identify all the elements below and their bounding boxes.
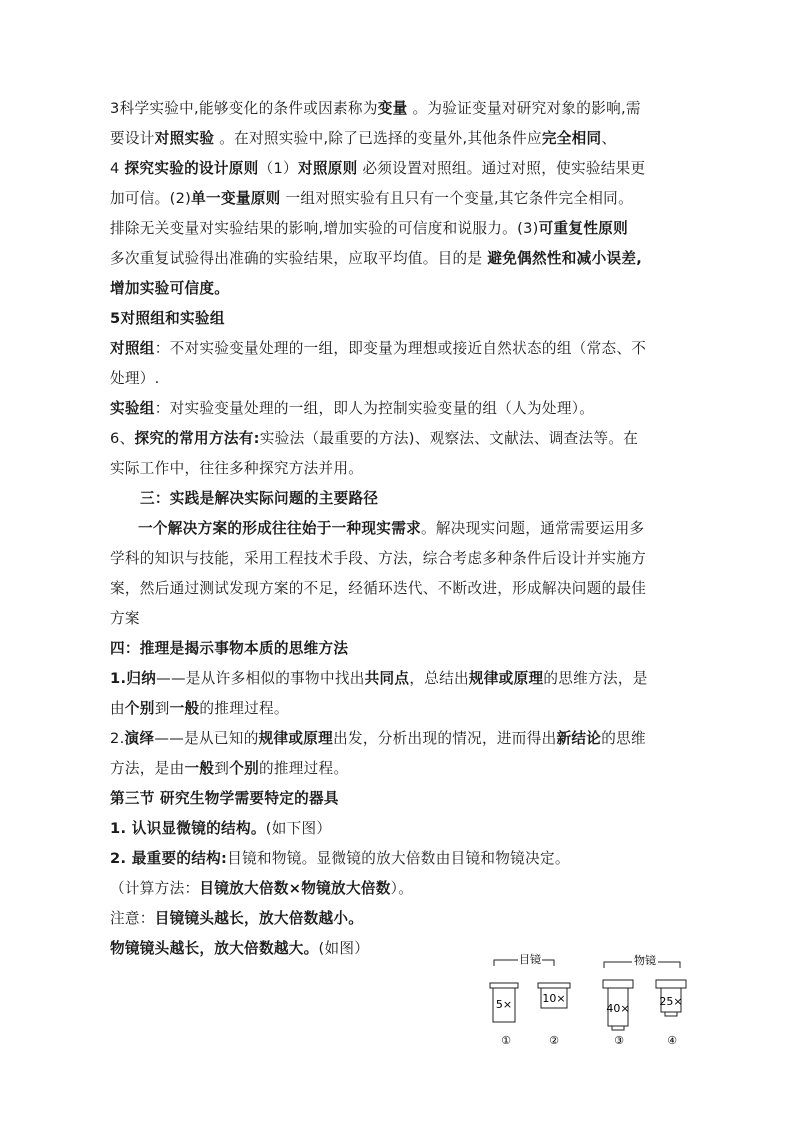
text: 学科的知识与技能，采用工程技术手段、方法，综合考虑多种条件后设计并实施方 [110, 550, 647, 567]
paragraph-line [110, 454, 690, 484]
bold-term: 最重要的结构: [131, 850, 228, 867]
bold-term: 规律或原理 [468, 670, 544, 687]
text: ：不对实验变量处理的一组，即变量为理想或接近自然状态的组（常态、不 [154, 340, 647, 357]
bold-term: 个别 [229, 760, 259, 777]
text: 一组对照实验有且只有一个变量,其它条件完全相同。 [280, 190, 633, 207]
text: 的思维方法，是 [543, 670, 648, 687]
text: 排除无关变量对实验结果的影响,增加实验的可信度和说服力。(3) [110, 220, 539, 237]
paragraph-calculation [110, 874, 690, 904]
text: 注意： [110, 910, 155, 927]
bold-term: 目镜放大倍数×物镜放大倍数 [199, 880, 391, 897]
bold-term: 完全相同 [541, 130, 602, 147]
document-body [110, 94, 690, 964]
number-1: ① [501, 1034, 511, 1047]
text: 由 [110, 700, 125, 717]
bold-term: 一般 [169, 700, 200, 717]
text: （1） [258, 160, 298, 177]
bold-term: 对照原则 [297, 160, 358, 177]
paragraph-structure [110, 814, 690, 844]
paragraph-line [110, 604, 690, 634]
text: ——是从许多相似的事物中找出 [156, 670, 365, 687]
lens-figure [488, 952, 688, 1052]
bold-term: 可重复性原则 [538, 220, 629, 237]
paragraph-variable [110, 94, 690, 124]
text: ）。 [390, 880, 414, 897]
bold-term: 一般 [184, 760, 215, 777]
section-heading-microscope [110, 784, 690, 814]
text: 方案 [110, 610, 140, 627]
section-heading-reasoning [110, 634, 690, 664]
heading-text: 四：推理是揭示事物本质的思维方法 [110, 640, 349, 657]
text: 2. [110, 730, 125, 747]
text: 实验法（最重要的方法)、观察法、文献法、调查法等。在 [259, 430, 639, 447]
text: ，总结出 [409, 670, 469, 687]
bold-term: 共同点 [364, 670, 410, 687]
text: 、 [601, 130, 617, 147]
text: 6、 [110, 430, 135, 447]
paragraph-line [110, 544, 690, 574]
text: 必须设置对照组。通过对照，使实验结果更 [357, 160, 646, 177]
text: 。在对照实验中,除了已选择的变量外,其他条件应 [214, 130, 542, 147]
paragraph-line [110, 364, 690, 394]
heading-text: 5对照组和实验组 [110, 310, 225, 327]
paragraph-design-principles [110, 154, 690, 184]
text: 处理）. [110, 370, 160, 387]
paragraph-line [110, 184, 690, 214]
objective-label: 物镜 [634, 954, 656, 967]
bold-term: 规律或原理 [258, 730, 334, 747]
number-4: ④ [667, 1034, 677, 1047]
section-heading-groups [110, 304, 690, 334]
bold-term: 探究的常用方法有: [134, 430, 260, 447]
lens-4-mag: 25× [659, 995, 683, 1008]
text: 。为验证变量对研究对象的影响,需 [407, 100, 641, 117]
number-2: ② [549, 1034, 559, 1047]
bold-term: 认识显微镜的结构。 [131, 820, 266, 837]
eyepiece-lens-1 [490, 983, 518, 1022]
text: 案，然后通过测试发现方案的不足，经循环迭代、不断改进，形成解决问题的最佳 [110, 580, 647, 597]
text: 到 [154, 700, 170, 717]
text: 出发，分析出现的情况，进而得出 [333, 730, 557, 747]
bold-term: 变量 [377, 100, 408, 117]
text: 实际工作中，往往多种探究方法并用。 [110, 460, 364, 477]
paragraph-line [110, 754, 690, 784]
text: 加可信。(2) [110, 190, 192, 207]
paragraph-key-structure [110, 844, 690, 874]
paragraph-line [110, 244, 690, 274]
heading-text: 三：实践是解决实际问题的主要路径 [140, 490, 379, 507]
text: (如图） [318, 940, 370, 957]
eyepiece-label: 目镜 [519, 953, 541, 966]
bold-term: 演绎 [124, 730, 155, 747]
paragraph-line [110, 694, 690, 724]
paragraph-line [110, 214, 690, 244]
eyepiece-lens-2 [538, 983, 570, 1008]
paragraph-induction [110, 664, 690, 694]
paragraph-deduction [110, 724, 690, 754]
bold-term: 物镜镜头越长，放大倍数越大。 [110, 940, 319, 957]
bold-term: 增加实验可信度。 [110, 280, 230, 297]
text: 4 [110, 160, 125, 177]
bold-term: 1. [110, 670, 127, 687]
text: (如下图） [265, 820, 332, 837]
bold-term: 避免偶然性和减小误差, [487, 250, 643, 267]
section-heading-practice [110, 484, 690, 514]
bold-term: 个别 [124, 700, 155, 717]
text: 多次重复试验得出准确的实验结果，应取平均值。目的是 [110, 250, 483, 267]
text: ：对实验变量处理的一组，即人为控制实验变量的组（人为处理）。 [154, 400, 595, 417]
bold-term: 1. [110, 820, 132, 837]
text: 要设计 [110, 130, 155, 147]
text: （计算方法： [110, 880, 200, 897]
bold-term: 探究实验的设计原则 [124, 160, 259, 177]
text: 方法，是由 [110, 760, 185, 777]
lens-1-mag: 5× [495, 998, 513, 1011]
heading-text: 第三节 研究生物学需要特定的器具 [110, 790, 339, 807]
text: 的推理过程。 [199, 700, 289, 717]
text: ——是从已知的 [154, 730, 259, 747]
objective-lens-4 [656, 980, 686, 1016]
bold-term: 对照组 [110, 340, 155, 357]
text: 到 [214, 760, 230, 777]
paragraph-solution [110, 514, 690, 544]
number-3: ③ [614, 1034, 624, 1047]
bold-term: 2. [110, 850, 132, 867]
text: 目镜和物镜。显微镜的放大倍数由目镜和物镜决定。 [227, 850, 570, 867]
bold-term: 新结论 [556, 730, 602, 747]
bold-term: 一个解决方案的形成往往始于一种现实需求 [138, 520, 421, 537]
paragraph-experimental-group [110, 394, 690, 424]
paragraph-line [110, 574, 690, 604]
objective-lens-3 [603, 980, 633, 1030]
text: 。解决现实问题，通常需要运用多 [420, 520, 645, 537]
bold-term: 实验组 [110, 400, 155, 417]
paragraph-line [110, 274, 690, 304]
text: 3科学实验中,能够变化的条件或因素称为 [110, 100, 378, 117]
lens-2-mag: 10× [542, 992, 566, 1005]
paragraph-control-group [110, 334, 690, 364]
paragraph-methods [110, 424, 690, 454]
bold-term: 目镜镜头越长，放大倍数越小。 [154, 910, 364, 927]
bold-term: 单一变量原则 [191, 190, 281, 207]
text: 的推理过程。 [258, 760, 349, 777]
bold-term: 对照实验 [154, 130, 215, 147]
paragraph-note [110, 904, 690, 934]
text: 的思维 [601, 730, 646, 747]
paragraph-control-experiment [110, 124, 690, 154]
lens-3-mag: 40× [606, 1002, 630, 1015]
bold-term: 归纳 [126, 670, 157, 687]
lens-diagram [488, 952, 688, 1052]
